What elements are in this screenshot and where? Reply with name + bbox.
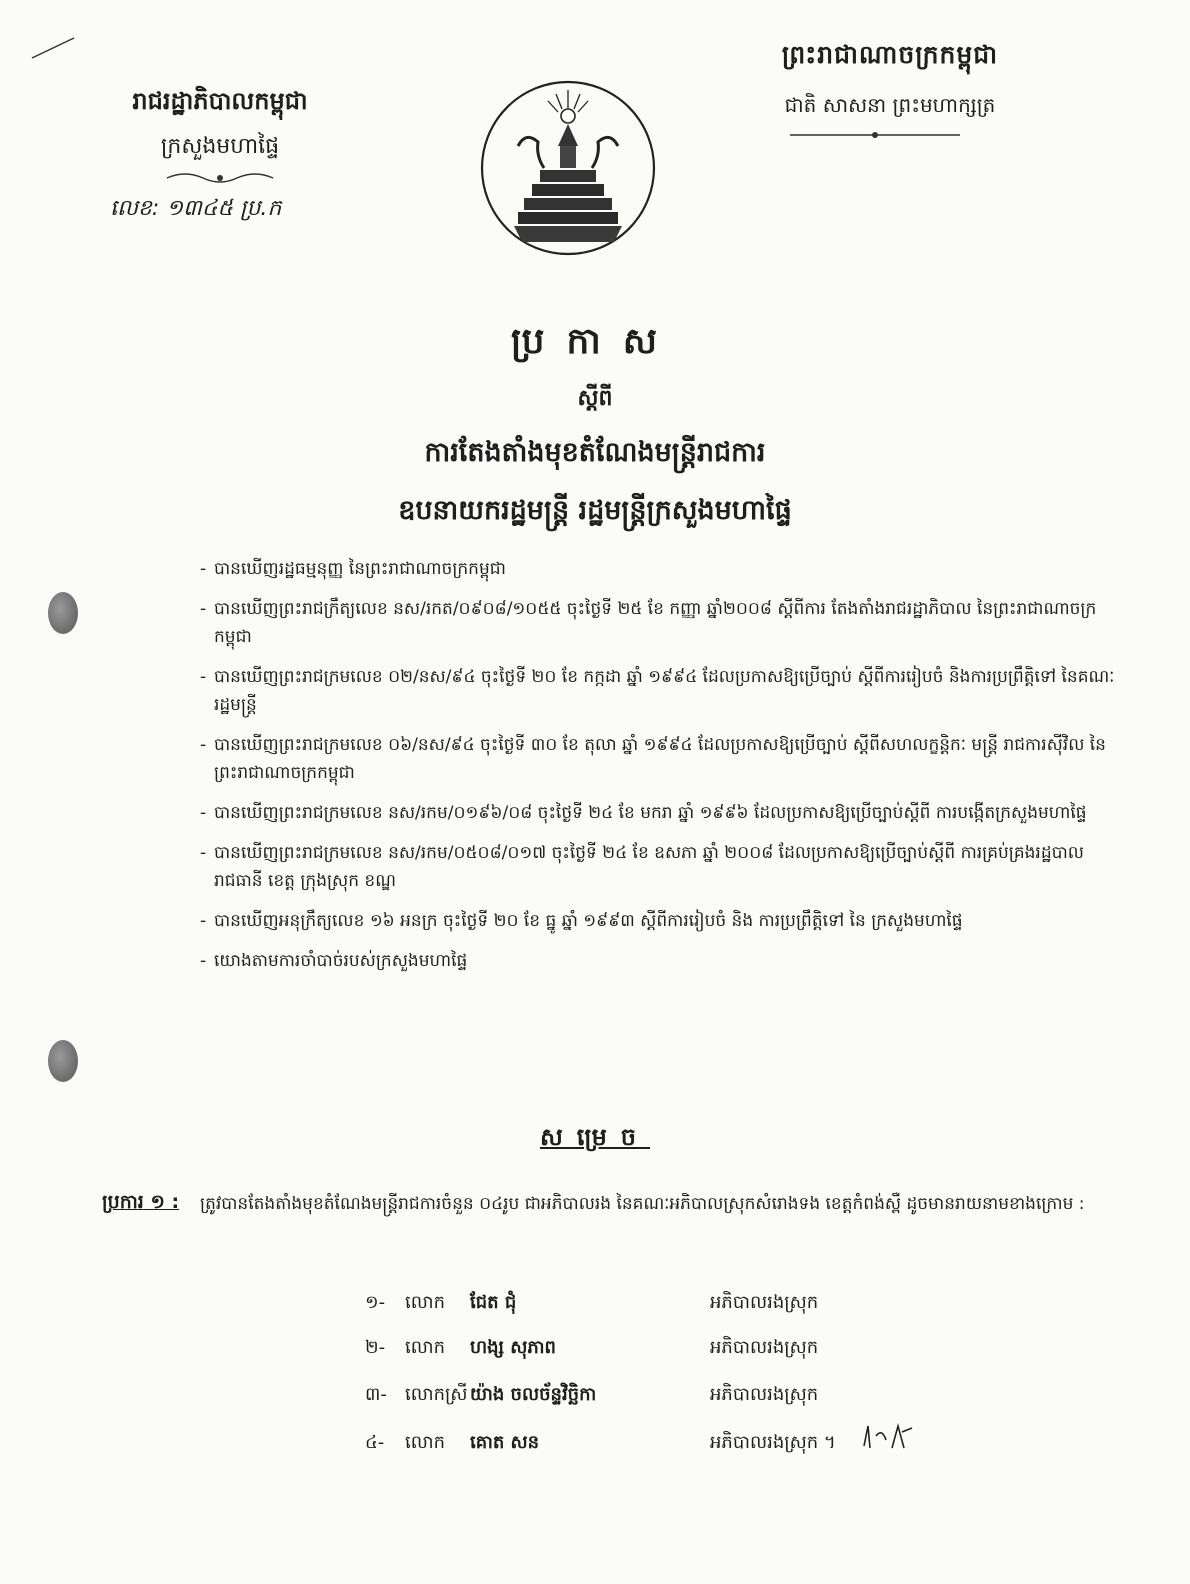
royal-emblem-icon	[478, 76, 658, 258]
consideration-item: - បានឃើញព្រះរាជក្រមលេខ នស/រកម/០១៩៦/០៨ ចុះថ្ងៃទី ២៤ ខែ មករា ឆ្នាំ ១៩៩៦ ដែលប្រកាសឱ្យប្រើច្បាប់ស្តីពី ការបង្កើតក្រសួងមហាផ្ទៃ	[200, 799, 1120, 827]
consideration-item: - បានឃើញព្រះរាជក្រមលេខ ០៦/នស/៩៤ ចុះថ្ងៃទី ៣០ ខែ តុលា ឆ្នាំ ១៩៩៤ ដែលប្រកាសឱ្យប្រើច្បាប់ ស្តីពីសហលក្ខន្តិកៈ មន្ត្រី រាជការស៊ីវិល នៃព្រះរាជាណាចក្រកម្ពុជា	[200, 731, 1120, 787]
ministry-ornament	[165, 170, 275, 186]
appointee-position: អភិបាលរងស្រុក ។	[710, 1432, 836, 1453]
concerning-label: ស្តីពី	[577, 386, 613, 411]
appointee-row	[365, 1290, 925, 1317]
appointee-position: អភិបាលរងស្រុក	[710, 1384, 819, 1405]
appointee-row	[365, 1382, 925, 1409]
considerations-list	[200, 555, 1120, 987]
subject-line-1: ការតែងតាំងមុខតំណែងមន្ត្រីរាជការ	[424, 437, 766, 468]
appointee-number: ២-	[365, 1337, 386, 1358]
appointee-title: លោក	[405, 1337, 445, 1358]
appointee-name: ជែត ជុំ	[470, 1292, 517, 1313]
appointee-number: ៣-	[365, 1384, 387, 1405]
kingdom-title: ព្រះរាជាណាចក្រកម្ពុជា	[781, 40, 999, 69]
decision-heading: សម្រេច	[539, 1123, 651, 1151]
appointee-position: អភិបាលរងស្រុក	[710, 1292, 819, 1313]
consideration-item: - បានឃើញរដ្ឋធម្មនុញ្ញ នៃព្រះរាជាណាចក្រកម្ពុជា	[200, 555, 1120, 583]
initials-signature	[858, 1418, 918, 1458]
consideration-item: - បានឃើញព្រះរាជក្រមលេខ នស/រកម/០៥០៨/០១៧ ចុះថ្ងៃទី ២៤ ខែ ឧសភា ឆ្នាំ ២០០៨ ដែលប្រកាសឱ្យប្រើច្បាប់ស្តីពី ការគ្រប់គ្រងរដ្ឋបាលរាជធានី ខេត្ត ក្រុងស្រុក ខណ្ឌ	[200, 839, 1120, 895]
consideration-item: - យោងតាមការចាំបាច់របស់ក្រសួងមហាផ្ទៃ	[200, 947, 1120, 975]
article-1-label: ប្រការ ១ :	[102, 1191, 180, 1213]
reference-number: លេខ: ១៣៤៥ ប្រ.ក	[110, 196, 282, 221]
article-1-text: ត្រូវបានតែងតាំងមុខតំណែងមន្ត្រីរាជការចំនួន ០៤រូប ជាអភិបាលរង នៃគណៈអភិបាលស្រុកសំរោងទង ខេត្តកំពង់ស្ពឺ ដូចមានរាយនាមខាងក្រោម :	[200, 1194, 1085, 1214]
appointee-title: លោក	[405, 1432, 445, 1453]
appointee-position: អភិបាលរងស្រុក	[710, 1337, 819, 1358]
appointee-title: លោកស្រី	[405, 1384, 468, 1405]
motto-ornament	[790, 128, 960, 142]
subject-line-2: ឧបនាយករដ្ឋមន្ត្រី រដ្ឋមន្ត្រីក្រសួងមហាផ្ទៃ	[398, 495, 792, 526]
appointee-name: យ៉ាង ចលច័ន្ទវិច្ឆិកា	[470, 1384, 597, 1405]
ministry-name: ក្រសួងមហាផ្ទៃ	[160, 134, 280, 159]
appointee-title: លោក	[405, 1292, 445, 1313]
kingdom-motto: ជាតិ សាសនា ព្រះមហាក្សត្រ	[784, 93, 996, 117]
consideration-item: - បានឃើញព្រះរាជក្រមលេខ ០២/នស/៩៤ ចុះថ្ងៃទី ២០ ខែ កក្កដា ឆ្នាំ ១៩៩៤ ដែលប្រកាសឱ្យប្រើច្បាប់ ស្តីពីការរៀបចំ និងការប្រព្រឹត្តិទៅ នៃគណៈរដ្ឋមន្ត្រី	[200, 663, 1120, 719]
punch-hole	[48, 1040, 78, 1082]
document-type: ប្រកាស	[510, 321, 680, 362]
appointee-number: ៤-	[365, 1432, 385, 1453]
punch-hole	[48, 592, 78, 634]
consideration-item: - បានឃើញអនុក្រឹត្យលេខ ១៦ អនក្រ ចុះថ្ងៃទី ២០ ខែ ធ្នូ ឆ្នាំ ១៩៩៣ ស្តីពីការរៀបចំ និង ការប្រព្រឹត្តិទៅ នៃ ក្រសួងមហាផ្ទៃ	[200, 907, 1120, 935]
pen-mark	[28, 34, 78, 64]
appointee-row	[365, 1335, 925, 1362]
appointee-name: គោត សន	[470, 1432, 540, 1453]
consideration-item: - បានឃើញព្រះរាជក្រឹត្យលេខ នស/រកត/០៩០៨/១០៥៥ ចុះថ្ងៃទី ២៥ ខែ កញ្ញា ឆ្នាំ២០០៨ ស្តីពីការ តែងតាំងរាជរដ្ឋាភិបាល នៃព្រះរាជាណាចក្រកម្ពុជា	[200, 595, 1120, 651]
appointee-row	[365, 1430, 925, 1457]
appointee-number: ១-	[365, 1292, 386, 1313]
government-name: រាជរដ្ឋាភិបាលកម្ពុជា	[132, 87, 308, 115]
appointee-name: ហង្ស សុភាព	[470, 1337, 556, 1358]
